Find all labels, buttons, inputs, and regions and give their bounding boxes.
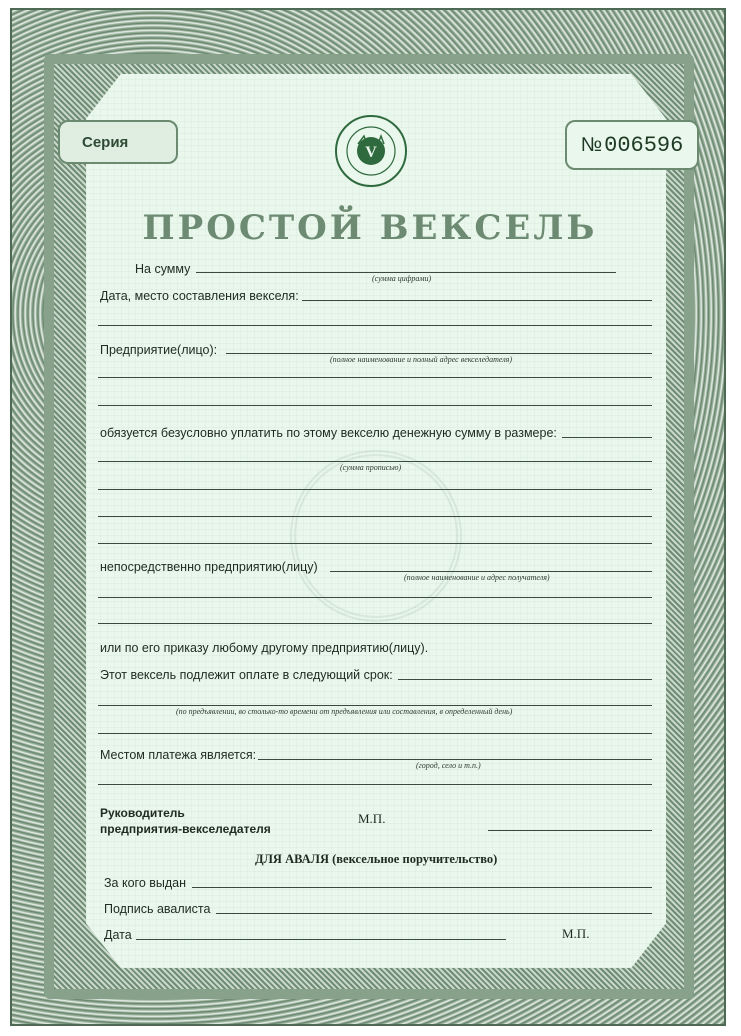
date-place-line-2[interactable]	[98, 325, 652, 326]
aval-signature-line[interactable]	[216, 913, 652, 914]
term-label: Этот вексель подлежит оплате в следующий срок:	[100, 668, 393, 682]
amount-line[interactable]	[196, 272, 616, 273]
number-sign: №	[580, 133, 603, 156]
amount-hint: (сумма цифрами)	[372, 274, 432, 283]
seal-logo-icon	[334, 114, 408, 188]
enterprise-line-3[interactable]	[98, 405, 652, 406]
aval-date-label: Дата	[104, 928, 132, 942]
enterprise-line[interactable]	[226, 353, 652, 354]
place-hint: (город, село и т.п.)	[416, 761, 481, 770]
enterprise-hint: (полное наименование и полный адрес векселедателя)	[330, 355, 513, 364]
date-place-label: Дата, место составления векселя:	[100, 289, 299, 303]
document-title: ПРОСТОЙ ВЕКСЕЛЬ	[142, 208, 598, 248]
payee-line-3[interactable]	[98, 623, 652, 624]
aval-for-whom-line[interactable]	[192, 887, 652, 888]
obligation-line-5[interactable]	[98, 543, 652, 544]
aval-date-line[interactable]	[136, 939, 506, 940]
amount-label: На сумму	[135, 262, 191, 276]
obligation-line-3[interactable]	[98, 489, 652, 490]
aval-title: ДЛЯ АВАЛЯ (вексельное поручительство)	[255, 852, 498, 866]
obligation-line-4[interactable]	[98, 516, 652, 517]
place-label: Местом платежа является:	[100, 748, 257, 762]
aval-for-whom-label: За кого выдан	[104, 876, 187, 890]
date-place-line[interactable]	[302, 300, 652, 301]
payee-label: непосредственно предприятию(лицу)	[100, 560, 318, 574]
serial-number: 006596	[604, 132, 684, 158]
term-hint: (по предъявлении, во столько-то времени от предъявления или составления, в определенный день)	[176, 707, 513, 716]
obligation-line-2[interactable]	[98, 461, 652, 462]
term-line-2[interactable]	[98, 705, 652, 706]
payee-hint: (полное наименование и адрес получателя)	[404, 573, 550, 582]
head-signature-line[interactable]	[488, 830, 652, 831]
order-label: или по его приказу любому другому предприятию(лицу).	[100, 641, 429, 655]
place-line[interactable]	[258, 759, 652, 760]
term-line[interactable]	[398, 679, 652, 680]
enterprise-label: Предприятие(лицо):	[100, 343, 218, 357]
obligation-label: обязуется безусловно уплатить по этому векселю денежную сумму в размере:	[100, 426, 557, 440]
obligation-line[interactable]	[562, 437, 652, 438]
svg-text:V: V	[365, 144, 377, 161]
series-box	[58, 120, 178, 164]
payee-line[interactable]	[330, 571, 652, 572]
place-line-2[interactable]	[98, 784, 652, 785]
obligation-hint: (сумма прописью)	[340, 463, 402, 472]
enterprise-line-2[interactable]	[98, 377, 652, 378]
head-label-line2: предприятия-векселедателя	[100, 822, 271, 836]
aval-signature-label: Подпись авалиста	[104, 902, 211, 916]
payee-line-2[interactable]	[98, 597, 652, 598]
head-label-line1: Руководитель	[100, 806, 185, 820]
aval-stamp-mp: М.П.	[562, 926, 590, 941]
series-label: Серия	[82, 133, 129, 151]
head-stamp-mp: М.П.	[358, 811, 386, 826]
term-line-3[interactable]	[98, 733, 652, 734]
number-box	[565, 120, 699, 170]
